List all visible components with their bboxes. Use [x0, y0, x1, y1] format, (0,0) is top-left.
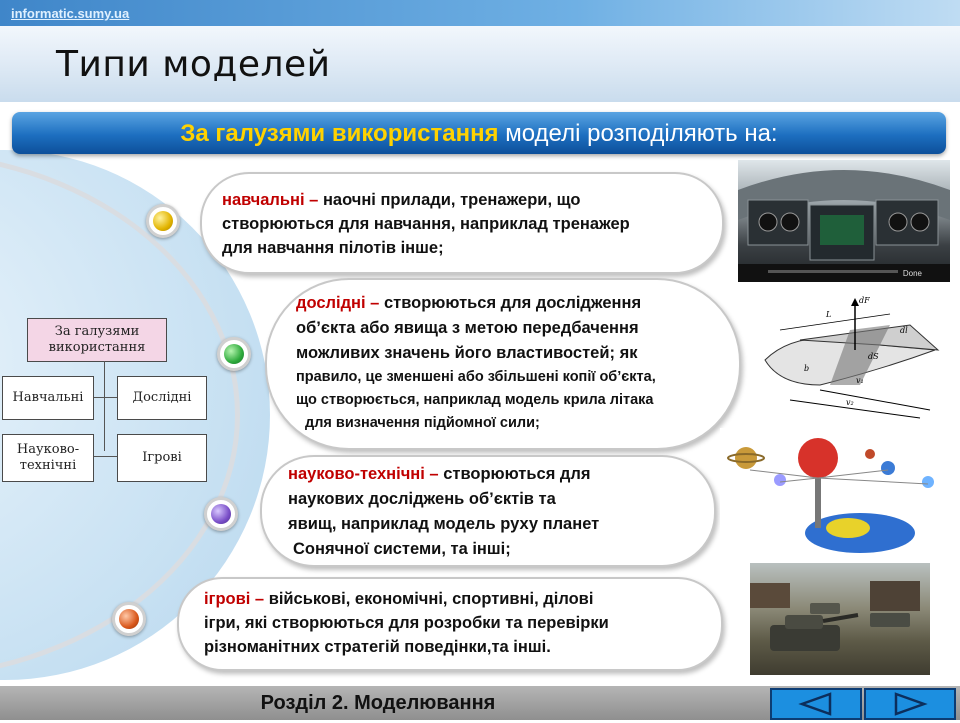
- item-line: для визначення підйомної сили;: [305, 415, 540, 431]
- item-line-text: наочні прилади, тренажери, що: [322, 191, 581, 209]
- category-banner: [12, 112, 946, 154]
- item-line: ігри, які створюються для розробки та перевірки: [204, 614, 609, 632]
- item-line: [296, 291, 656, 316]
- diagram-label: Ігрові: [142, 450, 182, 465]
- diagram-label: Навчальні: [12, 390, 84, 405]
- prev-slide-button[interactable]: [770, 688, 862, 720]
- next-slide-button[interactable]: [864, 688, 956, 720]
- item-term: науково-технічні –: [288, 465, 444, 483]
- banner-rest: моделі розподіляють на:: [498, 120, 778, 147]
- dot-fill: [211, 504, 231, 524]
- item-term: ігрові –: [204, 590, 269, 608]
- item-line: [288, 462, 599, 487]
- bullet-dot-yellow: [146, 204, 180, 238]
- arrow-left-icon: [772, 690, 860, 718]
- wing-label: v₂: [846, 398, 854, 407]
- cockpit-simulator-image: [738, 160, 950, 282]
- dot-fill: [224, 344, 244, 364]
- item-line: [204, 587, 609, 611]
- diagram-box-navchalni: [2, 376, 94, 420]
- diagram-line: [92, 397, 117, 398]
- wing-label: b: [804, 364, 810, 373]
- wing-label: dF: [859, 296, 870, 305]
- item-line: [222, 188, 630, 212]
- item-line: створюються для навчання, наприклад тренажер: [222, 215, 630, 233]
- item-term: дослідні –: [296, 294, 384, 312]
- section-title: Розділ 2. Моделювання: [260, 692, 496, 714]
- item-line: можливих значень його властивостей; як: [296, 344, 638, 362]
- item-line: явищ, наприклад модель руху планет: [288, 515, 600, 533]
- wing-label: dl: [900, 326, 908, 335]
- item-line: Сонячної системи, та інші;: [293, 540, 511, 558]
- arrow-right-icon: [866, 690, 954, 718]
- item-text-doslidni: [296, 291, 656, 435]
- item-line-text: створюються для дослідження: [383, 294, 642, 312]
- cockpit-drawing: [738, 160, 950, 282]
- item-line: для навчання пілотів інше;: [222, 239, 444, 257]
- item-term: навчальні –: [222, 191, 323, 209]
- diagram-label: Науково-технічні: [16, 442, 80, 473]
- wing-label: dS: [868, 352, 879, 361]
- banner-text: [12, 120, 946, 148]
- banner-strong: За галузями використання: [180, 120, 499, 147]
- diagram-box-ihrovi: [117, 434, 207, 482]
- diagram-line: [104, 361, 105, 451]
- diagram-root-label: За галузями використання: [48, 324, 146, 355]
- item-line: об’єкта або явища з метою передбачення: [296, 319, 639, 337]
- bullet-dot-purple: [204, 497, 238, 531]
- item-line: правило, це зменшені або збільшені копії об’єкта,: [296, 369, 656, 385]
- item-line: що створюється, наприклад модель крила літака: [296, 392, 654, 408]
- bullet-dot-orange: [112, 602, 146, 636]
- site-link[interactable]: informatic.sumy.ua: [11, 6, 130, 21]
- wing-drawing: [760, 290, 950, 420]
- diagram-root-box: [27, 318, 167, 362]
- wing-model-diagram: [760, 290, 950, 420]
- cockpit-done-label: Done: [902, 269, 922, 278]
- item-text-navchalni: [222, 188, 630, 260]
- bullet-dot-green: [217, 337, 251, 371]
- tank-game-image: [750, 563, 930, 675]
- tank-drawing: [750, 563, 930, 675]
- wing-label: v₁: [856, 376, 864, 385]
- dot-fill: [119, 609, 139, 629]
- diagram-box-doslidni: [117, 376, 207, 420]
- dot-fill: [153, 211, 173, 231]
- page-title: Типи моделей: [56, 44, 331, 85]
- item-line-text: військові, економічні, спортивні, ділові: [268, 590, 594, 608]
- planetary-model-image: [720, 428, 960, 560]
- item-text-ihrovi: [204, 587, 609, 659]
- wing-label: L: [826, 310, 832, 319]
- diagram-line: [92, 456, 117, 457]
- item-line: наукових досліджень об’єктів та: [288, 490, 556, 508]
- diagram-box-naukovo-tekhnichni: [2, 434, 94, 482]
- item-line-text: створюються для: [443, 465, 591, 483]
- top-bar: [0, 0, 960, 26]
- item-text-naukovo-tekhnichni: [288, 462, 599, 562]
- item-line: різноманітних стратегій поведінки,та інші.: [204, 638, 551, 656]
- planetarium-drawing: [720, 428, 960, 560]
- diagram-label: Дослідні: [132, 390, 192, 405]
